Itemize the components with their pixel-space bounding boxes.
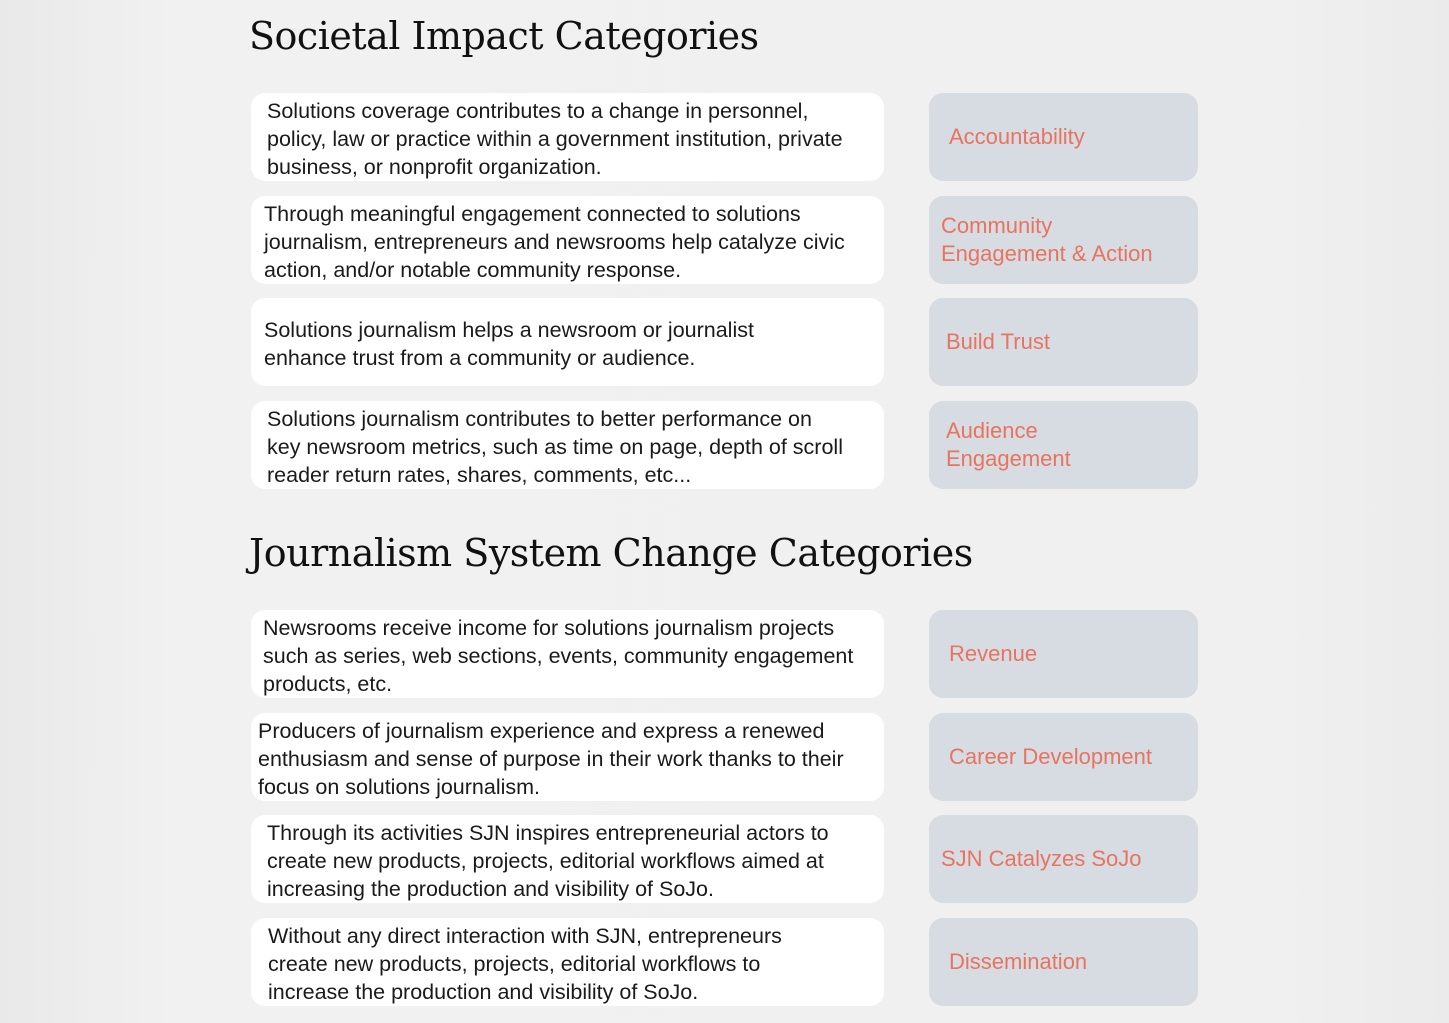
category-row-audience-engagement (251, 401, 1198, 489)
category-label-build-trust: Build Trust (929, 298, 1198, 386)
category-row-community-engagement (251, 196, 1198, 284)
category-label-audience-engagement: Audience Engagement (929, 401, 1198, 489)
category-label-accountability: Accountability (929, 93, 1198, 181)
category-row-career-development (251, 713, 1198, 801)
category-label-career-development: Career Development (929, 713, 1198, 801)
category-description: Producers of journalism experience and express a renewed enthusiasm and sense of purpose in their work thanks to their focus on solutions journalism. (251, 713, 884, 801)
category-label-dissemination: Dissemination (929, 918, 1198, 1006)
category-description: Through meaningful engagement connected to solutions journalism, entrepreneurs and newsrooms help catalyze civic action, and/or notable community response. (251, 196, 884, 284)
category-row-sjn-catalyzes-sojo (251, 815, 1198, 903)
category-description: Solutions journalism contributes to better performance on key newsroom metrics, such as time on page, depth of scroll reader return rates, shares, comments, etc... (251, 401, 884, 489)
category-label-community-engagement: Community Engagement & Action (929, 196, 1198, 284)
category-description: Without any direct interaction with SJN, entrepreneurs create new products, projects, editorial workflows to increase the production and visibility of SoJo. (251, 918, 884, 1006)
category-row-revenue (251, 610, 1198, 698)
category-label-revenue: Revenue (929, 610, 1198, 698)
category-description: Solutions journalism helps a newsroom or journalist enhance trust from a community or audience. (251, 298, 884, 386)
section-title-journalism-system-change: Journalism System Change Categories (249, 531, 973, 575)
category-label-sjn-catalyzes-sojo: SJN Catalyzes SoJo (929, 815, 1198, 903)
category-row-dissemination (251, 918, 1198, 1006)
category-row-accountability (251, 93, 1198, 181)
category-description: Newsrooms receive income for solutions journalism projects such as series, web sections, events, community engagement products, etc. (251, 610, 884, 698)
category-row-build-trust (251, 298, 1198, 386)
category-description: Through its activities SJN inspires entrepreneurial actors to create new products, projects, editorial workflows aimed at increasing the production and visibility of SoJo. (251, 815, 884, 903)
category-description: Solutions coverage contributes to a change in personnel, policy, law or practice within a government institution, private business, or nonprofit organization. (251, 93, 884, 181)
section-title-societal-impact: Societal Impact Categories (249, 14, 759, 58)
